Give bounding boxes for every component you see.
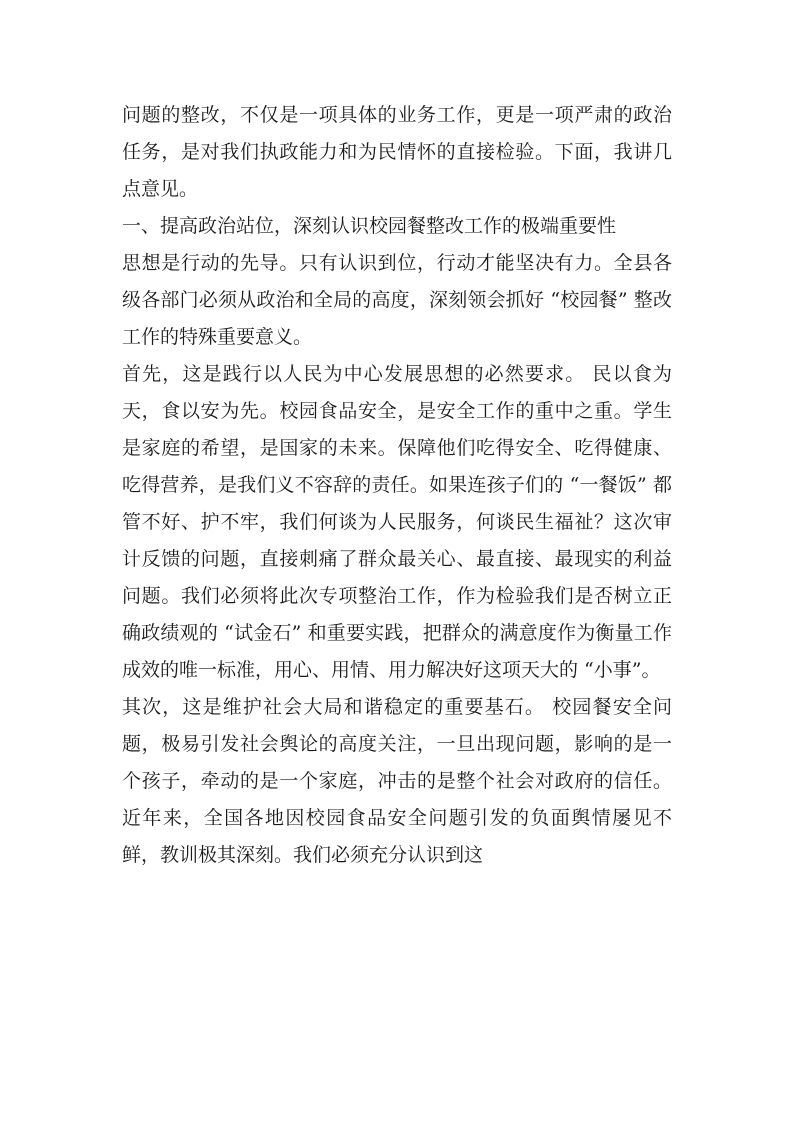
paragraph-thought: 思想是行动的先导。只有认识到位，行动才能坚决有力。全县各级各部门必须从政治和全局的高度，深刻领会抓好 “校园餐” 整改工作的特殊重要意义。	[122, 252, 672, 348]
paragraph-intro: 问题的整改，不仅是一项具体的业务工作，更是一项严肃的政治任务，是对我们执政能力和为民情怀的直接检验。下面，我讲几点意见。	[122, 104, 672, 200]
paragraph-second: 其次，这是维护社会大局和谐稳定的重要基石。 校园餐安全问题，极易引发社会舆论的高度关注，一旦出现问题，影响的是一个孩子，牵动的是一个家庭，冲击的是整个社会对政府的信任。近年来，全国各地因校园食品安全问题引发的负面舆情屡见不鲜，教训极其深刻。我们必须充分认识到这	[122, 696, 672, 866]
paragraph-first: 首先，这是践行以人民为中心发展思想的必然要求。 民以食为天，食以安为先。校园食品安全，是安全工作的重中之重。学生是家庭的希望，是国家的未来。保障他们吃得安全、吃得健康、吃得营养，是我们义不容辞的责任。如果连孩子们的 “一餐饭” 都管不好、护不牢，我们何谈为人民服务，何谈民生福祉？这次审计反馈的问题，直接刺痛了群众最关心、最直接、最现实的利益问题。我们必须将此次专项整治工作，作为检验我们是否树立正确政绩观的 “试金石” 和重要实践，把群众的满意度作为衡量工作成效的唯一标准，用心、用情、用力解决好这项天大的 “小事”。	[122, 363, 672, 681]
section-heading-1: 一、提高政治站位，深刻认识校园餐整改工作的极端重要性	[122, 215, 617, 237]
document-body	[122, 97, 672, 874]
